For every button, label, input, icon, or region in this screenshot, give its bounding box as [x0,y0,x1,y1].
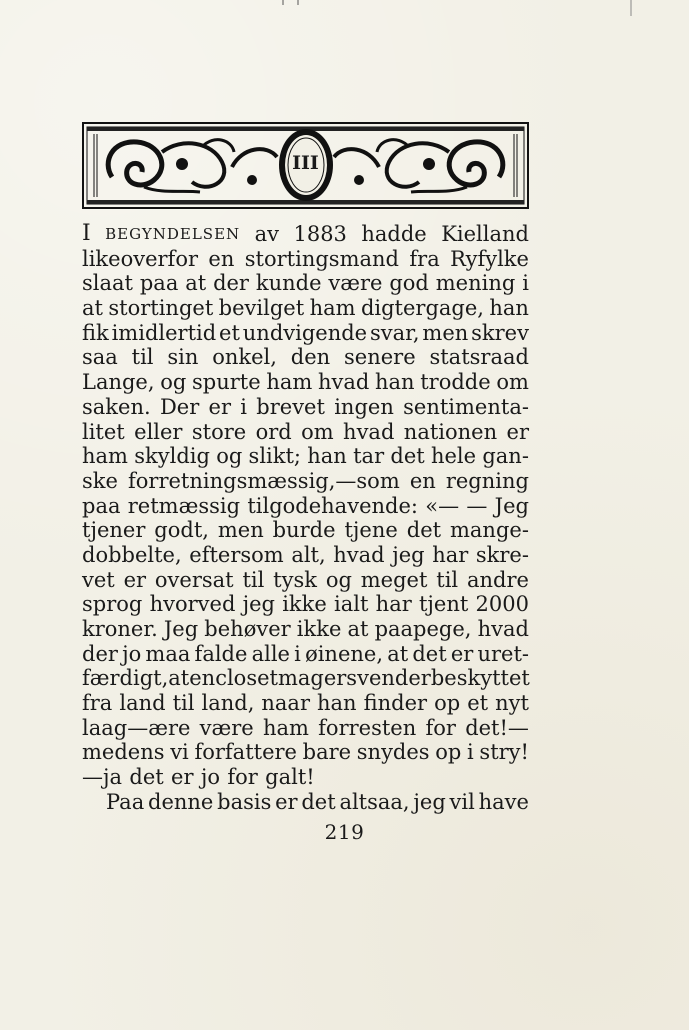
word: forresten [318,715,417,740]
word: statsraad [429,345,529,370]
word: det [412,641,447,666]
body-text [82,222,529,815]
word: paa [139,271,179,296]
word: det [301,789,336,814]
word: stortinget [108,296,214,321]
word: beskyttet [430,666,530,691]
word: gan- [482,444,529,469]
word: store [191,419,247,444]
text-line [82,765,529,790]
word: har [432,542,469,567]
word: ord [255,419,292,444]
word: —ja [82,765,123,790]
word: tjene [344,518,398,543]
word: i [294,641,301,666]
word: galt! [265,765,315,790]
word: Paa [106,789,145,814]
word: stortingsmand [244,246,399,271]
word: meget [360,567,428,592]
word: alle [251,641,290,666]
word: er [171,765,194,790]
word: tilgodehavende: [247,493,418,518]
text-line [82,592,529,617]
word: eller [134,419,183,444]
word: hvad [343,419,395,444]
word: bare [302,740,352,765]
word: ingen [334,394,394,419]
word: til [436,567,459,592]
text-line [82,543,529,568]
word: har [375,592,412,617]
word: jeg [392,542,425,567]
word: stry! [479,740,529,765]
word: onkel, [212,345,277,370]
word: — [466,493,488,518]
word: sprog [82,592,143,617]
text-line [82,642,529,667]
text-line [82,247,529,272]
word: det!— [465,715,529,740]
word: andre [466,567,529,592]
word: at [347,617,369,641]
word: til [172,691,195,716]
word: men [422,320,469,345]
word: jo [200,765,220,790]
text-line [82,469,529,494]
word: nyt [495,691,529,716]
word: der [213,271,249,296]
word: denne [148,789,214,814]
word: forretningsmæssig,—som [128,468,400,493]
word: en [189,666,216,691]
word: ham [309,296,356,321]
word: hele [430,444,477,469]
word: have [478,789,529,814]
word: tar [353,444,385,469]
text-line [82,494,529,519]
word: er [450,641,474,666]
word: closetmagersvend [215,666,409,691]
word: Jeg [494,493,529,518]
word: 2000 [475,592,529,617]
word: øinene, [305,641,384,666]
chapter-number: III [292,152,319,174]
word: han [317,691,357,716]
word: laag—ære [82,715,191,740]
word: naar [261,691,310,716]
word: kunde [255,271,322,296]
word: til [131,345,154,370]
word: han [307,444,347,469]
text-line [82,420,529,445]
word: at [387,641,409,666]
word: et [467,691,489,716]
word: saa [82,345,118,370]
word: I [82,221,91,246]
text-line [82,518,529,543]
word: finder [363,691,428,716]
chapter-header-ornament [82,122,529,209]
word: maa [145,641,191,666]
word: at [168,666,190,691]
word: fra [82,691,113,716]
word: vil [449,789,475,814]
word: i [240,394,247,419]
text-line [82,370,529,395]
word: paa [82,493,121,518]
word: er [275,789,298,814]
word: slikt; [248,444,301,469]
word: det [129,765,164,790]
word: spurte [191,370,261,395]
word: altsaa, [339,789,410,814]
word: litet [82,419,125,444]
word: brevet [256,394,325,419]
word: vet [82,567,115,592]
word: skyldig [134,444,210,469]
word: eftersom [189,542,284,567]
word: Ryfylke [450,246,529,271]
word: til [242,567,265,592]
word: der [82,641,118,666]
word: være [199,715,254,740]
word: paapege, [374,617,472,641]
word: «— [425,493,460,518]
word: fra [409,246,440,271]
word: ikke [282,592,327,617]
word: og [160,370,187,395]
word: er [506,419,529,444]
word: om [301,419,334,444]
word: færdigt, [82,666,169,691]
word: av [254,222,280,246]
word: skrev [471,320,529,345]
word: ham [262,715,309,740]
word: uret- [477,641,529,666]
text-line [82,568,529,593]
word: fik [82,320,109,345]
word: basis [217,789,272,814]
word: skre- [475,542,529,567]
word: kroner. [82,617,158,641]
word: likeoverfor [82,246,199,271]
word: land, [201,691,255,716]
word: i [522,271,529,296]
word: hvad [333,542,385,567]
text-line [82,740,529,765]
word: han [374,370,415,395]
word: imidlertid [111,320,217,345]
word: retmæssig [127,493,241,518]
page-edge-marks [0,0,689,20]
word: Jeg [163,617,199,641]
word: at [82,296,103,321]
word: regning [445,468,529,493]
word: jo [122,641,142,666]
word: senere [344,345,416,370]
word: falde [194,641,248,666]
word: digtergage, [360,296,484,321]
word: en [208,246,235,271]
word: land [119,691,166,716]
word: slaat [82,271,133,296]
word: en [409,468,436,493]
text-line [82,321,529,346]
word: at [185,271,207,296]
word: tysk [273,567,317,592]
word: godt, [154,518,209,543]
word: oversat [154,567,234,592]
text-line [82,716,529,741]
word: ham [82,444,128,469]
word: er [408,666,431,691]
text-line [82,296,529,321]
word: i [467,740,474,765]
word: god [389,271,429,296]
word: og [325,567,352,592]
word: burde [272,518,336,543]
word: det [390,444,425,469]
word: og [216,444,243,469]
word: op [435,740,462,765]
word: vi [170,740,189,765]
word: om [496,370,529,395]
page-number: 219 [324,820,365,844]
word: hvad [477,617,529,641]
word: ske [82,468,118,493]
word: Der [159,394,200,419]
word: for [227,765,258,790]
text-line [82,666,529,691]
word: op [434,691,461,716]
text-line [82,444,529,469]
word: for [425,715,456,740]
word: sentimenta- [403,394,529,419]
word: jeg [413,789,446,814]
word: ham [266,370,313,395]
word: er [208,394,231,419]
word: hadde [361,222,427,246]
word: behøver [204,617,291,641]
text-line [82,790,529,815]
text-line [82,395,529,420]
word: ikke [296,617,342,641]
word: Lange, [82,370,155,395]
word: er [123,567,147,592]
word: 1883 [293,222,347,246]
word: hvorved [149,592,236,617]
word: tjent [418,592,469,617]
word: dobbelte, [82,542,182,567]
word: Kielland [441,222,529,246]
word: mening [435,271,516,296]
word: mange- [449,518,529,543]
word: jeg [242,592,275,617]
word: men [217,518,264,543]
word: saken. [82,394,151,419]
word: medens [82,740,165,765]
text-line [82,691,529,716]
word: snydes [356,740,430,765]
word: den [290,345,331,370]
text-line [82,345,529,370]
word: være [328,271,383,296]
word: et [219,320,240,345]
word: han [489,296,529,321]
word: bevilget [218,296,305,321]
word: det [406,518,442,543]
word: nationen [403,419,498,444]
word: forfattere [194,740,297,765]
word: tjener [82,518,146,543]
word: BEGYNDELSEN [105,225,241,243]
word: sin [167,345,199,370]
word: trodde [420,370,491,395]
word: svar, [369,320,420,345]
text-line [82,222,529,247]
word: undvigende [242,320,368,345]
word: hvad [317,370,370,395]
text-line [82,617,529,642]
word: ialt [334,592,369,617]
word: alt, [291,542,326,567]
text-line [82,271,529,296]
